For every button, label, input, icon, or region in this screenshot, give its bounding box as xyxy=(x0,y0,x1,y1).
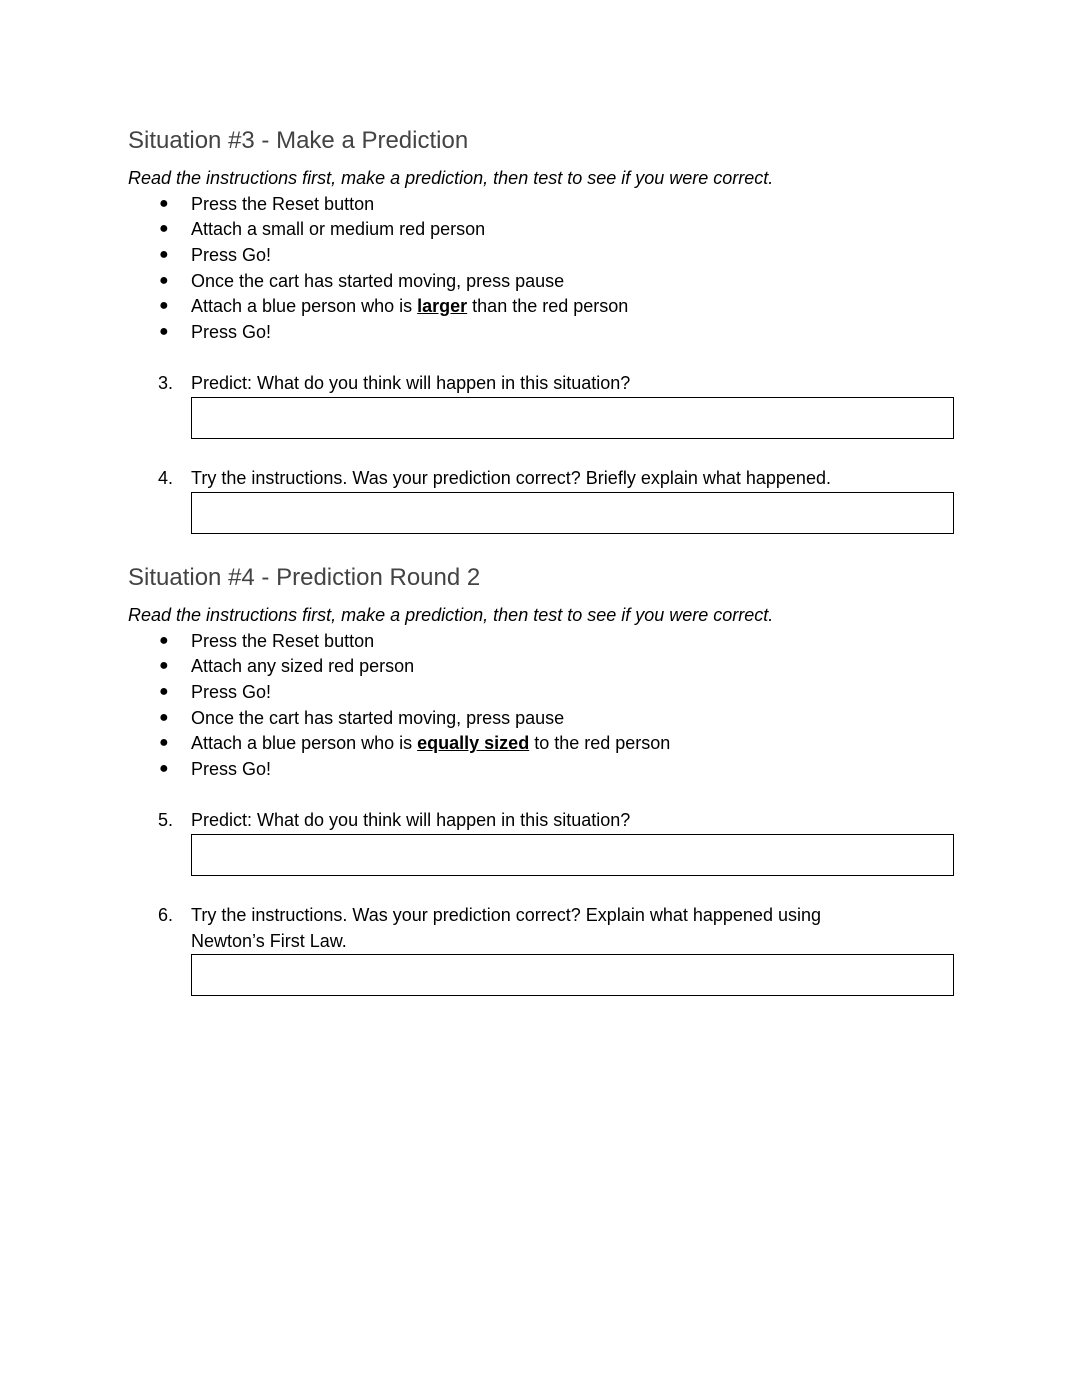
list-item-text-pre: Attach a blue person who is xyxy=(191,733,418,753)
list-item-text: Press Go! xyxy=(191,759,272,779)
list-item-text-post: than the red person xyxy=(467,296,629,316)
list-item-text xyxy=(191,731,670,755)
list-item-text: Press the Reset button xyxy=(191,194,375,214)
question-number: 5. xyxy=(158,810,174,830)
bullet-icon: ● xyxy=(159,323,169,340)
bullet-icon: ● xyxy=(159,297,169,314)
situation-4-heading: Situation #4 - Prediction Round 2 xyxy=(128,564,481,591)
answer-box-q3[interactable] xyxy=(191,397,954,439)
bullet-icon: ● xyxy=(159,734,169,751)
question-text: Try the instructions. Was your prediction correct? Briefly explain what happened. xyxy=(191,468,831,488)
answer-box-q4[interactable] xyxy=(191,492,954,534)
bullet-icon: ● xyxy=(159,657,169,674)
bullet-icon: ● xyxy=(159,220,169,237)
list-item-text: Attach a small or medium red person xyxy=(191,219,486,239)
question-text: Newton’s First Law. xyxy=(191,931,347,951)
list-item-text: Attach any sized red person xyxy=(191,656,415,676)
question-number: 3. xyxy=(158,373,174,393)
situation-4-intro: Read the instructions first, make a prediction, then test to see if you were correct. xyxy=(128,605,774,625)
bullet-icon: ● xyxy=(159,272,169,289)
list-item-text: Once the cart has started moving, press pause xyxy=(191,271,565,291)
bullet-icon: ● xyxy=(159,760,169,777)
situation-3-intro: Read the instructions first, make a prediction, then test to see if you were correct. xyxy=(128,168,774,188)
list-item-text-pre: Attach a blue person who is xyxy=(191,296,418,316)
list-item-text: Press Go! xyxy=(191,682,272,702)
bullet-icon: ● xyxy=(159,195,169,212)
emphasis-equally-sized: equally sized xyxy=(417,733,530,753)
list-item-text-post: to the red person xyxy=(529,733,671,753)
question-text: Try the instructions. Was your prediction correct? Explain what happened using xyxy=(191,905,821,925)
emphasis-larger: larger xyxy=(417,296,468,316)
bullet-icon: ● xyxy=(159,246,169,263)
question-text: Predict: What do you think will happen in this situation? xyxy=(191,373,631,393)
situation-3-heading: Situation #3 - Make a Prediction xyxy=(128,127,469,154)
question-number: 4. xyxy=(158,468,174,488)
question-number: 6. xyxy=(158,905,174,925)
list-item-text: Once the cart has started moving, press pause xyxy=(191,708,565,728)
list-item-text xyxy=(191,294,628,318)
list-item-text: Press the Reset button xyxy=(191,631,375,651)
bullet-icon: ● xyxy=(159,683,169,700)
answer-box-q6[interactable] xyxy=(191,954,954,996)
question-text: Predict: What do you think will happen in this situation? xyxy=(191,810,631,830)
list-item-text: Press Go! xyxy=(191,245,272,265)
bullet-icon: ● xyxy=(159,632,169,649)
answer-box-q5[interactable] xyxy=(191,834,954,876)
list-item-text: Press Go! xyxy=(191,322,272,342)
bullet-icon: ● xyxy=(159,709,169,726)
